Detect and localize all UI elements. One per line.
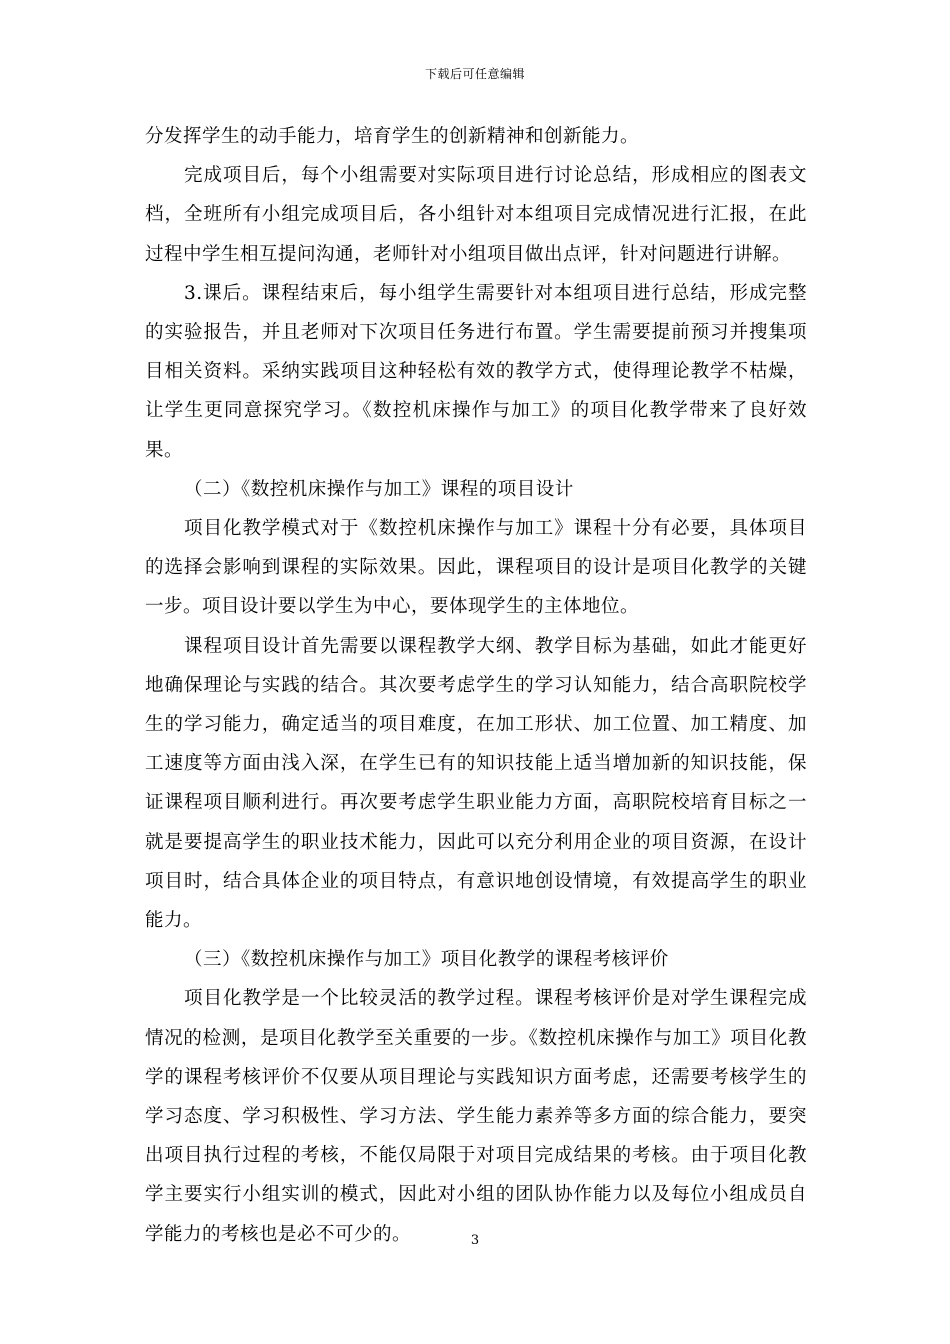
paragraph-continuation: 分发挥学生的动手能力，培育学生的创新精神和创新能力。 (145, 126, 640, 147)
paragraph: 项目化教学模式对于《数控机床操作与加工》课程十分有必要，具体项目的选择会影响到课程的实际效果。因此，课程项目的设计是项目化教学的关键一步。项目设计要以学生为中心，要体现学生的主体地位。 (145, 518, 807, 618)
page-number: 3 (470, 1233, 480, 1248)
paragraph: 完成项目后，每个小组需要对实际项目进行讨论总结，形成相应的图表文档，全班所有小组完成项目后，各小组针对本组项目完成情况进行汇报，在此过程中学生相互提问沟通，老师针对小组项目做出点评，针对问题进行讲解。 (145, 165, 807, 265)
section-heading: （二）《数控机床操作与加工》课程的项目设计 (184, 478, 574, 500)
document-body (145, 117, 807, 1254)
paragraph: 3.课后。课程结束后，每小组学生需要针对本组项目进行总结，形成完整的实验报告，并且老师对下次项目任务进行布置。学生需要提前预习并搜集项目相关资料。采纳实践项目这种轻松有效的教学方式，使得理论教学不枯燥，让学生更同意探究学习。《数控机床操作与加工》的项目化教学带来了良好效果。 (145, 282, 807, 461)
section-heading: （三）《数控机床操作与加工》项目化教学的课程考核评价 (184, 949, 669, 971)
paragraph: 课程项目设计首先需要以课程教学大纲、教学目标为基础，如此才能更好地确保理论与实践的结合。其次要考虑学生的学习认知能力，结合高职院校学生的学习能力，确定适当的项目难度，在加工形状、加工位置、加工精度、加工速度等方面由浅入深，在学生已有的知识技能上适当增加新的知识技能，保证课程项目顺利进行。再次要考虑学生职业能力方面，高职院校培育目标之一就是要提高学生的职业技术能力，因此可以充分利用企业的项目资源，在设计项目时，结合具体企业的项目特点，有意识地创设情境，有效提高学生的职业能力。 (145, 635, 807, 932)
page-header: 下载后可任意编辑 (424, 67, 525, 81)
paragraph: 项目化教学是一个比较灵活的教学过程。课程考核评价是对学生课程完成情况的检测，是项目化教学至关重要的一步。《数控机床操作与加工》项目化教学的课程考核评价不仅要从项目理论与实践知识方面考虑，还需要考核学生的学习态度、学习积极性、学习方法、学生能力素养等多方面的综合能力，要突出项目执行过程的考核，不能仅局限于对项目完成结果的考核。由于项目化教学主要实行小组实训的模式，因此对小组的团队协作能力以及每位小组成员自学能力的考核也是必不可少的。 (145, 988, 807, 1245)
